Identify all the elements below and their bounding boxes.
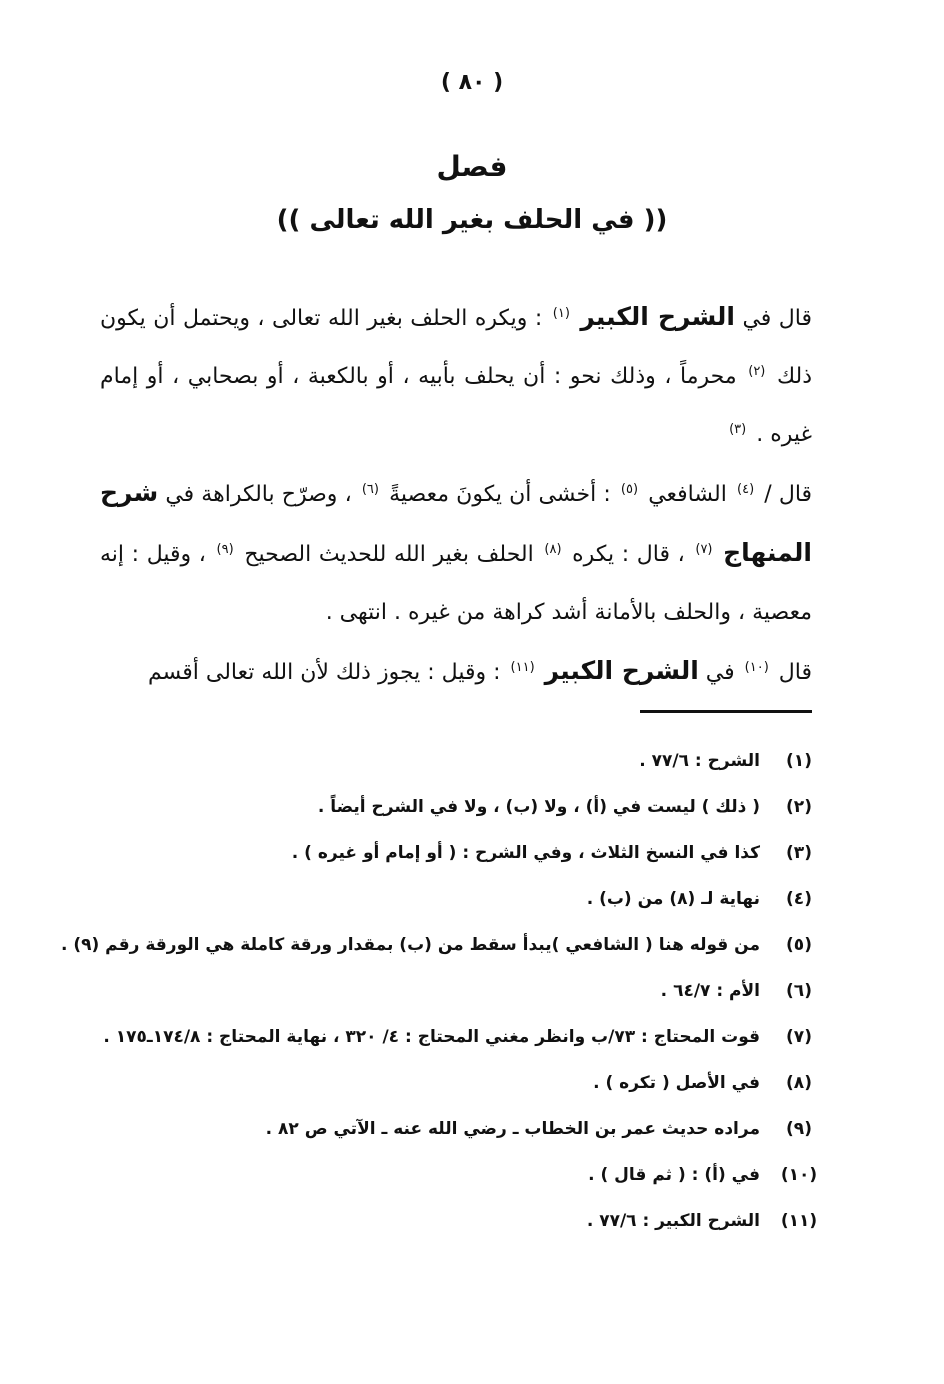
text-run: : أخشى أن يكونَ معصيةً [389,482,611,507]
text-run: : وقيل : يجوز ذلك لأن الله تعالى أقسم [147,660,501,685]
footnote-number: (٧) [786,1027,812,1047]
section-title: فصل [436,150,508,183]
paragraph-2 [100,464,812,642]
footnote-ref: (١) [552,305,570,321]
main-text [100,288,812,702]
footnote-ref: (٥) [620,481,639,497]
footnote-ref: (٢) [748,363,766,379]
footnote-ref: (٤) [737,481,755,497]
footnote-ref: (٦) [361,481,379,497]
footnote-item [100,1014,820,1060]
footnote-number: (٤) [786,889,812,909]
book-title: الشرح الكبير [580,302,735,331]
footnote-text: في الأصل ( تكره ) . [593,1073,760,1093]
footnote-number: (٩) [786,1119,812,1139]
paragraph-1 [100,288,812,464]
text-run: ، وقيل : إنه معصية ، والحلف بالأمانة أشد كراهة من غيره . انتهى . [100,542,812,625]
footnote-item [100,876,820,922]
footnote-text: ( ذلك ) ليست في (أ) ، ولا (ب) ، ولا في الشرح أيضاً . [317,797,760,817]
footnote-item [100,1106,820,1152]
footnote-ref: (١١) [510,659,535,675]
text-run: قال في [742,306,812,331]
footnote-item [100,1152,820,1198]
footnote-number: (٨) [786,1073,812,1093]
footnote-item [100,1198,820,1244]
footnote-number: (٥) [786,935,812,955]
book-title: شرح المنهاج [100,478,812,567]
footnote-item [60,922,820,968]
footnote-number: (٣) [786,843,812,863]
footnote-ref: (٧) [695,541,713,557]
footnote-text: مراده حديث عمر بن الخطاب ـ رضي الله عنه ـ الآتي ص ٨٢ . [265,1119,760,1139]
footnote-text: كذا في النسخ الثلاث ، وفي الشرح : ( أو إمام أو غيره ) . [291,843,760,863]
footnote-text: الأم : ٦٤/٧ . [660,981,760,1001]
footnote-text: من قوله هنا ( الشافعي )يبدأ سقط من (ب) بمقدار ورقة كاملة هي الورقة رقم (٩) . [60,935,760,955]
text-run: : ويكره الحلف بغير الله تعالى ، ويحتمل أن يكون ذلك [100,306,812,389]
footnote-separator [640,710,812,713]
text-run: محرماً ، وذلك نحو : أن يحلف بأبيه ، أو بالكعبة ، أو بصحابي ، أو إمام غيره . [100,364,812,447]
footnote-ref: (٣) [729,421,747,437]
footnotes-list [60,738,820,1244]
footnote-item [100,968,820,1014]
footnote-text: نهاية لـ (٨) من (ب) . [586,889,760,909]
footnote-ref: (٨) [544,541,562,557]
footnote-ref: (١٠) [744,659,769,675]
footnote-item [100,830,820,876]
text-run: ، قال : يكره [572,542,685,567]
footnote-number: (١١) [780,1211,818,1231]
text-run: في [705,660,735,685]
footnote-text: قوت المحتاج : ٧٣/ب وانظر مغني المحتاج : ٤/ ٣٢٠ ، نهاية المحتاج : ١٧٤/٨ـ١٧٥ . [103,1027,760,1047]
page-number: ( ٨٠ ) [440,70,504,95]
section-subtitle: (( في الحلف بغير الله تعالى )) [276,205,668,235]
footnote-number: (١) [786,751,812,771]
paragraph-3 [100,642,812,702]
text-run: ، وصرّح بالكراهة في [165,482,352,507]
footnote-text: الشرح الكبير : ٧٧/٦ . [586,1211,760,1231]
book-title: الشرح الكبير [544,656,699,685]
footnote-item [100,1060,820,1106]
footnote-item [100,738,820,784]
footnote-text: في (أ) : ( ثم قال ) . [588,1165,760,1185]
footnote-text: الشرح : ٧٧/٦ . [639,751,760,771]
footnote-item [100,784,820,830]
footnote-ref: (٩) [216,541,234,557]
footnote-number: (٦) [786,981,812,1001]
text-run: قال [778,660,812,685]
footnote-number: (١٠) [780,1165,818,1185]
footnote-number: (٢) [786,797,812,817]
text-run: قال / [764,482,813,507]
text-run: الشافعي [648,482,727,507]
text-run: الحلف بغير الله للحديث الصحيح [244,542,534,567]
